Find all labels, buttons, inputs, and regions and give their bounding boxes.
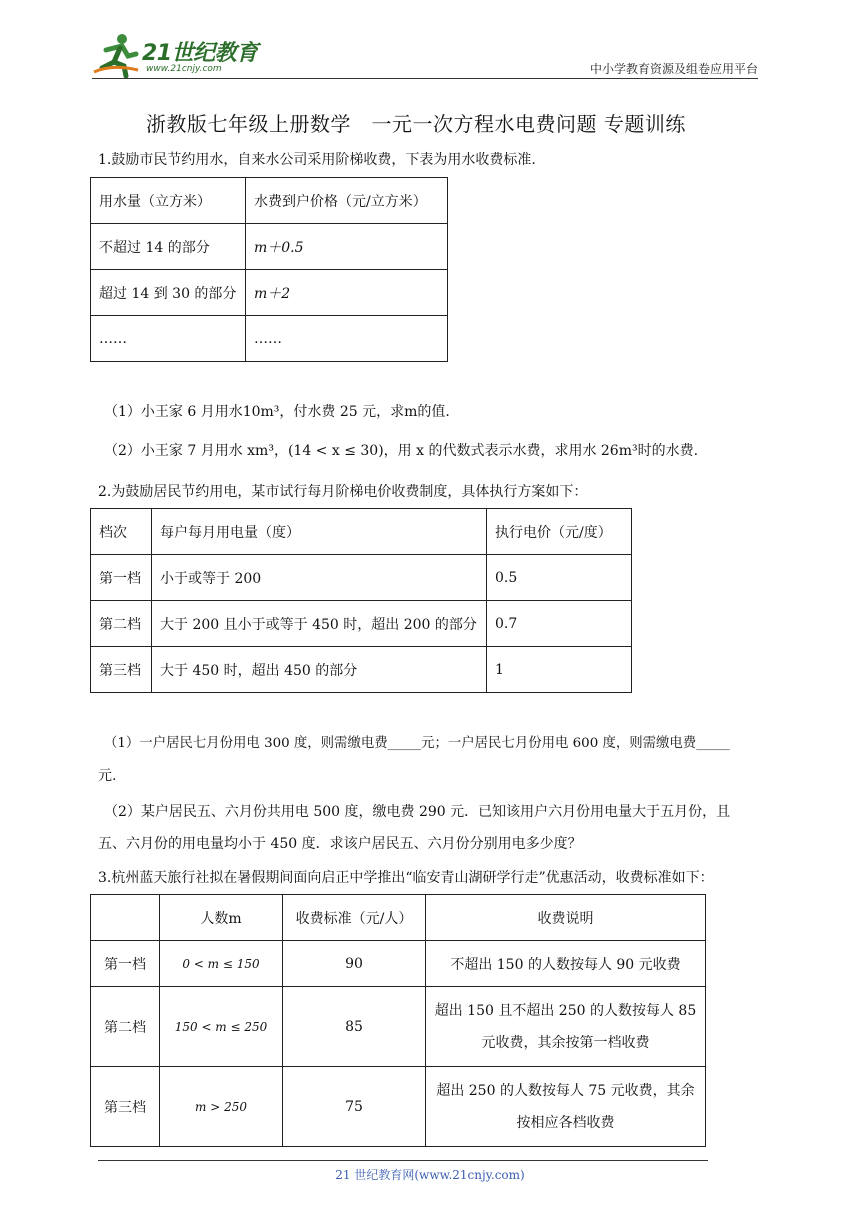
table-cell: 第二档: [91, 601, 152, 647]
table-header-cell: 收费说明: [426, 895, 706, 941]
table-row: [91, 270, 448, 316]
q1-table: [90, 177, 448, 362]
logo-url: www.21cnjy.com: [146, 64, 222, 74]
table-row: [91, 895, 706, 941]
runner-icon: [92, 32, 140, 78]
q2-part1-line2: 元.: [98, 768, 117, 784]
table-row: [91, 647, 632, 693]
table-cell: 0 < m ≤ 150: [160, 941, 283, 987]
table-cell: 第三档: [91, 1067, 160, 1147]
q2-part2-line1: （2）某户居民五、六月份共用电 500 度，缴电费 290 元．已知该用户六月份用电量大于五月份，且: [104, 804, 731, 820]
table-row: [91, 509, 632, 555]
logo-text: 21世纪教育: [142, 41, 258, 66]
cell-line: 超出 150 且不超出 250 的人数按每人 85: [434, 1002, 697, 1019]
table-row: [91, 224, 448, 270]
table-row: [91, 1067, 706, 1147]
q3-intro: 3.杭州蓝天旅行社拟在暑假期间面向启正中学推出“临安青山湖研学行走”优惠活动，收费标准如下：: [98, 870, 714, 886]
table-header-cell: 收费标准（元/人）: [283, 895, 426, 941]
cell-line: 元收费，其余按第一档收费: [481, 1034, 650, 1051]
q1-part1: （1）小王家 6 月用水10m³，付水费 25 元，求m的值.: [104, 404, 450, 420]
table-cell: 85: [283, 987, 426, 1067]
table-cell: [426, 987, 706, 1067]
q1-intro: 1.鼓励市民节约用水，自来水公司采用阶梯收费，下表为用水收费标准.: [98, 152, 536, 168]
table-row: [91, 941, 706, 987]
table-header-cell: 水费到户价格（元/立方米）: [246, 178, 448, 224]
table-cell: 不超过 14 的部分: [91, 224, 246, 270]
q2-part1-line1: （1）一户居民七月份用电 300 度，则需缴电费_____元；一户居民七月份用电 600 度，则需缴电费_____: [104, 736, 730, 751]
q2-table: [90, 508, 632, 693]
header-tagline: 中小学教育资源及组卷应用平台: [589, 62, 758, 76]
table-cell: [426, 1067, 706, 1147]
table-header-cell: [91, 895, 160, 941]
table-cell: 1: [487, 647, 632, 693]
table-cell: 大于 200 且小于或等于 450 时，超出 200 的部分: [152, 601, 487, 647]
table-cell: 第二档: [91, 987, 160, 1067]
page-header: [92, 30, 758, 82]
page-footer[interactable]: 21 世纪教育网(www.21cnjy.com): [335, 1168, 525, 1182]
table-cell: 第一档: [91, 941, 160, 987]
table-cell: 超过 14 到 30 的部分: [91, 270, 246, 316]
table-header-cell: 人数m: [160, 895, 283, 941]
table-cell: 0.5: [487, 555, 632, 601]
table-cell: 第三档: [91, 647, 152, 693]
q2-part2-line2: 五、六月份的用电量均小于 450 度．求该户居民五、六月份分别用电多少度？: [98, 836, 582, 852]
table-cell: m＋2: [246, 270, 448, 316]
table-cell: 0.7: [487, 601, 632, 647]
footer-divider: [98, 1160, 708, 1161]
header-divider: [92, 78, 758, 79]
site-logo[interactable]: [92, 32, 262, 78]
table-header-cell: 档次: [91, 509, 152, 555]
table-cell: 大于 450 时，超出 450 的部分: [152, 647, 487, 693]
table-cell: 第一档: [91, 555, 152, 601]
cell-line: 超出 250 的人数按每人 75 元收费，其余: [436, 1082, 695, 1099]
table-cell: 不超出 150 的人数按每人 90 元收费: [426, 941, 706, 987]
q2-intro: 2.为鼓励居民节约用电，某市试行每月阶梯电价收费制度，具体执行方案如下：: [98, 484, 588, 500]
table-row: [91, 316, 448, 362]
table-cell: ……: [246, 316, 448, 362]
table-header-cell: 用水量（立方米）: [91, 178, 246, 224]
table-cell: ……: [91, 316, 246, 362]
table-header-cell: 执行电价（元/度）: [487, 509, 632, 555]
table-row: [91, 178, 448, 224]
table-cell: m＋0.5: [246, 224, 448, 270]
table-row: [91, 601, 632, 647]
q3-table: [90, 894, 706, 1147]
table-cell: 150 < m ≤ 250: [160, 987, 283, 1067]
table-header-cell: 每户每月用电量（度）: [152, 509, 487, 555]
table-cell: 小于或等于 200: [152, 555, 487, 601]
q1-part2: （2）小王家 7 月用水 xm³，(14 < x ≤ 30)，用 x 的代数式表示水费，求用水 26m³时的水费.: [104, 443, 699, 459]
table-row: [91, 555, 632, 601]
table-row: [91, 987, 706, 1067]
page-title: 浙教版七年级上册数学 一元一次方程水电费问题 专题训练: [146, 112, 686, 136]
table-cell: m > 250: [160, 1067, 283, 1147]
cell-line: 按相应各档收费: [516, 1114, 615, 1131]
table-cell: 90: [283, 941, 426, 987]
table-cell: 75: [283, 1067, 426, 1147]
